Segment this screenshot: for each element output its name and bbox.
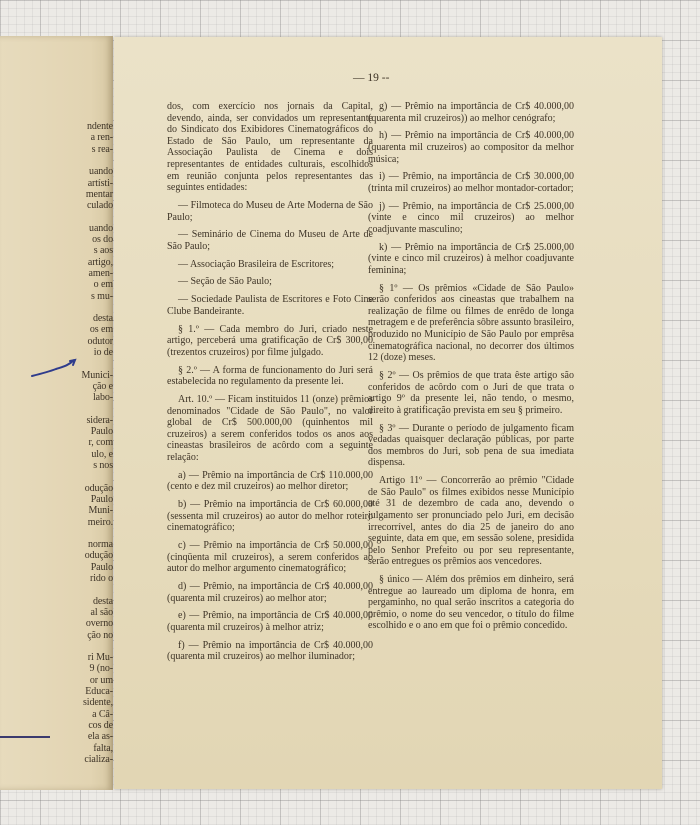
left-fragment: falta, bbox=[93, 742, 113, 754]
left-fragment: labo- bbox=[92, 392, 113, 404]
paragraph: § 2.º — A forma de funcionamento do Juri será estabelecida no regulamento da presente lei. bbox=[167, 364, 373, 388]
paragraph: f) — Prêmio na importância de Cr$ 40.000,00 (quarenta mil cruzeiros) ao melhor iluminador; bbox=[167, 639, 373, 663]
paragraph: Artigo 11º — Concorrerão ao prêmio "Cidade de São Paulo" os filmes exibidos nesse Município até 31 de dezembro de cada ano, devendo o julgamento ser pronunciado pelo Juri, em decisão irrecorrível, antes do dia 25 de janeiro do ano seguinte, data em que, em sessão solene, presidida pelo Senhor Prefeito ou por seu representante, serão entregues os prêmios aos vencedores. bbox=[368, 475, 574, 568]
left-fragment: io de bbox=[93, 347, 113, 358]
right-column bbox=[368, 101, 574, 638]
left-fragment: meiro. bbox=[87, 516, 113, 528]
left-fragment: Paulo bbox=[90, 493, 113, 505]
document-page bbox=[114, 37, 662, 789]
paragraph: g) — Prêmio na importância de Cr$ 40.000,00 (quarenta mil cruzeiros)) ao melhor cenógrafo; bbox=[368, 101, 574, 124]
left-fragment: rido o bbox=[89, 573, 113, 584]
left-fragment: sidera- bbox=[86, 414, 113, 426]
paragraph: — Seminário de Cinema do Museu de Arte de São Paulo; bbox=[167, 229, 373, 252]
left-fragment: uando bbox=[89, 166, 113, 178]
paragraph: j) — Prêmio, na importância de Cr$ 25.000,00 (vinte e cinco mil cruzeiros) ao melhor coadjuvante masculino; bbox=[368, 200, 574, 235]
left-fragment: ção no bbox=[87, 629, 113, 641]
left-fragment: culado bbox=[86, 200, 113, 212]
left-fragment: odução bbox=[84, 550, 113, 562]
paragraph: § 3º — Durante o período de julgamento ficam vedadas quaisquer declaração públicas, por parte dos membros do Juri, sob pena de sua imediata dispensa. bbox=[368, 422, 574, 469]
left-fragment: artigo, bbox=[87, 256, 113, 268]
left-fragment: s mu- bbox=[90, 290, 113, 302]
left-fragment: os do bbox=[92, 234, 113, 245]
left-fragment: odutor bbox=[87, 335, 113, 347]
left-fragment: a Câ- bbox=[92, 708, 113, 720]
left-fragment: artísti- bbox=[87, 177, 113, 189]
paragraph: — Filmoteca do Museu de Arte Moderna de São Paulo; bbox=[167, 199, 373, 223]
left-page-edge bbox=[0, 36, 113, 790]
left-fragment: os em bbox=[89, 324, 113, 336]
left-fragment: Paulo bbox=[90, 426, 113, 438]
left-fragment: s aos bbox=[93, 245, 113, 257]
paragraph: Art. 10.º — Ficam instituidos 11 (onze) prêmios denominados "Cidade de São Paulo", no valor global de Cr$ 500.000,00 (quinhentos mil cruzeiros) a serem conferidos todos os anos aos cineastas brasileiros de acôrdo com a seguinte relação: bbox=[167, 393, 373, 463]
left-fragment: Muni- bbox=[88, 505, 113, 517]
left-fragment: a ren- bbox=[90, 132, 113, 144]
left-fragment: sidente, bbox=[82, 697, 113, 709]
paragraph: § 1º — Os prêmios «Cidade de São Paulo» serão conferidos aos cineastas que trabalhem na realização de filme ou filmes de enrêdo de longa metragem e de preferência sôbre assunto brasileiro, produzido no Município de São Paulo por emprêsa cinematográfica nacional, no decorrer dos últimos 12 (doze) meses. bbox=[368, 282, 574, 364]
paragraph: dos, com exercício nos jornais da Capital, devendo, ainda, ser convidados um representante do Sindicato dos Exibidores Cinematográficos do Estado de São Paulo, um representante da Associação Paulista de Cinema e dois representantes de entidades culturais, escolhidos em reunião conjunta pelos representantes das seguintes entidades: bbox=[167, 101, 373, 194]
left-fragment: 9 (no- bbox=[89, 663, 113, 675]
left-fragment: desta bbox=[92, 313, 113, 325]
paragraph: — Associação Brasileira de Escritores; bbox=[178, 258, 335, 270]
left-fragment: r, com bbox=[88, 437, 113, 449]
left-fragment: Munici- bbox=[81, 369, 113, 381]
left-fragment: s rea- bbox=[91, 143, 113, 155]
left-fragment: Educa- bbox=[85, 686, 113, 697]
paragraph: — Sociedade Paulista de Escritores e Foto Cine Clube Bandeirante. bbox=[167, 294, 373, 317]
paragraph: § único — Além dos prêmios em dinheiro, será entregue ao laureado um diploma de honra, em pergaminho, no qual serão inscritos a categoria do prêmio, o nome do seu vencedor, o título do filme escolhido e o ano em que foi o prêmio concedido. bbox=[368, 574, 574, 632]
paragraph: b) — Prêmio na importância de Cr$ 60.000,00 (sessenta mil cruzeiros) ao autor do melhor roteiro cinematográfico; bbox=[167, 499, 373, 534]
left-fragment: o em bbox=[93, 279, 113, 291]
paragraph: § 1.º — Cada membro do Juri, criado neste artigo, perceberá uma gratificação de Cr$ 300,00 (trezentos cruzeiros) por filme julgado. bbox=[167, 323, 373, 358]
left-fragment: overno bbox=[85, 618, 113, 630]
left-fragment: cializa- bbox=[84, 753, 113, 765]
left-fragment: ulo, e bbox=[91, 448, 113, 460]
left-fragment: norma bbox=[87, 539, 113, 551]
left-fragment: mentar bbox=[85, 188, 113, 200]
left-fragment: cos de bbox=[88, 719, 113, 731]
paragraph: c) — Prêmio na importância de Cr$ 50.000,00 (cinqüenta mil cruzeiros), a serem conferidos ao autor do melhor argumento cinematográfico; bbox=[167, 540, 373, 575]
left-fragment: amen- bbox=[88, 267, 113, 279]
ink-line bbox=[0, 736, 50, 738]
left-fragment: ção e bbox=[92, 380, 113, 392]
paragraph: e) — Prêmio, na importância de Cr$ 40.000,00 (quarenta mil cruzeiros) à melhor atriz; bbox=[167, 610, 373, 633]
left-column bbox=[167, 101, 373, 669]
paragraph: — Seção de São Paulo; bbox=[178, 276, 272, 288]
left-fragment: Paulo bbox=[90, 561, 113, 573]
page-number: — 19 -- bbox=[353, 72, 390, 84]
left-fragment: ela as- bbox=[87, 731, 113, 743]
left-fragment: ndente bbox=[86, 121, 113, 132]
left-fragment: odução bbox=[84, 482, 113, 494]
paragraph: d) — Prêmio, na importância de Cr$ 40.000,00 (quarenta mil cruzeiros) ao melhor ator; bbox=[167, 581, 373, 604]
paragraph: k) — Prêmio na importância de Cr$ 25.000,00 (vinte e cinco mil cruzeiros) à melhor coadjuvante feminina; bbox=[368, 241, 574, 276]
left-fragment: or um bbox=[89, 674, 113, 686]
left-fragment: s nos bbox=[93, 460, 113, 471]
left-fragment: uando bbox=[89, 222, 113, 234]
paragraph: i) — Prêmio, na importância de Cr$ 30.000,00 (trinta mil cruzeiros) ao melhor montador-cortador; bbox=[368, 171, 574, 194]
left-fragment: desta bbox=[92, 595, 113, 607]
pen-mark-icon bbox=[30, 358, 78, 380]
paragraph: § 2º — Os prêmios de que trata êste artigo são conferidos de acôrdo com o Juri de que trata o artigo 9º da presente lei, não tendo, o mesmo, direito à gratificação prevista em seu § primeiro. bbox=[368, 370, 574, 416]
left-fragment: al são bbox=[90, 606, 113, 618]
paragraph: h) — Prêmio na importância de Cr$ 40.000,00 (quarenta mil cruzeiros) ao compositor da melhor música; bbox=[368, 130, 574, 165]
left-fragment: ri Mu- bbox=[87, 652, 113, 664]
paragraph: a) — Prêmio na importância de Cr$ 110.000,00 (cento e dez mil cruzeiros) ao melhor diretor; bbox=[167, 469, 373, 493]
